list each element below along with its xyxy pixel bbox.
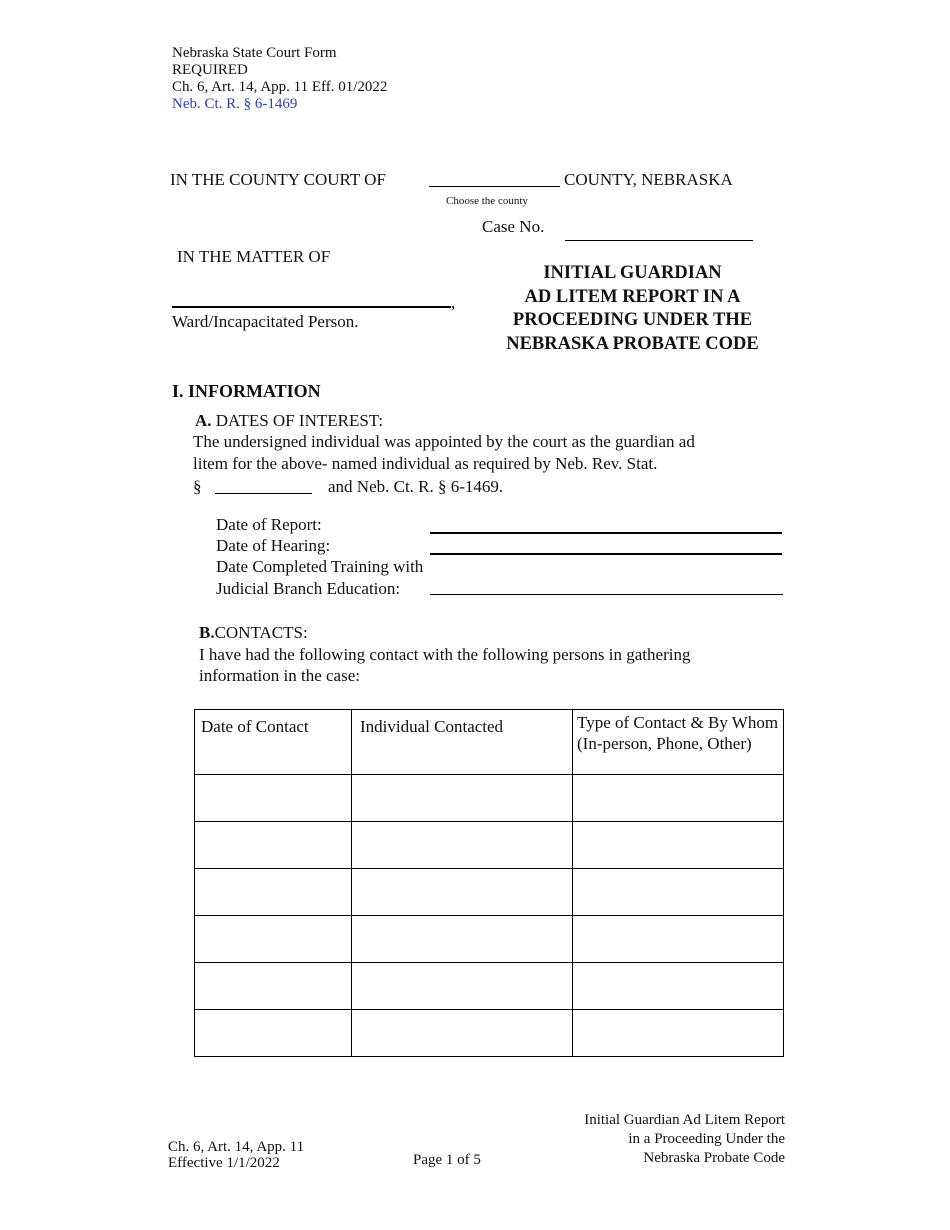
appointment-text-1: The undersigned individual was appointed by the court as the guardian ad — [193, 432, 695, 451]
header-individual-contacted: Individual Contacted — [352, 710, 573, 775]
header-type-of-contact: Type of Contact & By Whom (In-person, Phone, Other) — [573, 710, 784, 775]
b-letter: B. — [199, 623, 215, 642]
date-cell[interactable] — [195, 1010, 352, 1057]
individual-cell[interactable] — [352, 963, 573, 1010]
individual-cell[interactable] — [352, 1010, 573, 1057]
footer-title-2: in a Proceeding Under the — [628, 1131, 785, 1147]
footer-title-3: Nebraska Probate Code — [643, 1150, 785, 1166]
case-no-field[interactable] — [565, 240, 753, 241]
a-letter: A. — [195, 411, 212, 430]
rule-reference: and Neb. Ct. R. § 6-1469. — [328, 477, 504, 496]
statute-field[interactable] — [215, 493, 312, 494]
case-no-label: Case No. — [482, 217, 545, 236]
date-of-hearing-label: Date of Hearing: — [216, 536, 331, 555]
a-title: DATES OF INTEREST: — [215, 411, 384, 430]
individual-cell[interactable] — [352, 916, 573, 963]
form-title — [480, 262, 785, 356]
required-label: REQUIRED — [172, 62, 248, 78]
form-name: Nebraska State Court Form — [172, 45, 337, 61]
table-row — [195, 963, 784, 1010]
ward-label: Ward/Incapacitated Person. — [172, 312, 359, 331]
contacts-table — [194, 709, 784, 1057]
dates-of-interest-heading — [195, 411, 383, 431]
table-row — [195, 1010, 784, 1057]
type-cell[interactable] — [573, 822, 784, 869]
appointment-text-2: litem for the above- named individual as required by Neb. Rev. Stat. — [193, 454, 658, 473]
county-field[interactable] — [429, 186, 560, 187]
type-cell[interactable] — [573, 963, 784, 1010]
table-row — [195, 822, 784, 869]
page-number: Page 1 of 5 — [413, 1152, 481, 1168]
individual-cell[interactable] — [352, 822, 573, 869]
type-cell[interactable] — [573, 1010, 784, 1057]
table-header-row — [195, 710, 784, 775]
contacts-text-2: information in the case: — [199, 666, 360, 685]
date-cell[interactable] — [195, 775, 352, 822]
type-cell[interactable] — [573, 869, 784, 916]
date-cell[interactable] — [195, 916, 352, 963]
title-line-1: INITIAL GUARDIAN — [543, 263, 722, 283]
training-label-2: Judicial Branch Education: — [216, 579, 401, 598]
contacts-text-1: I have had the following contact with the following persons in gathering — [199, 645, 691, 664]
b-title: CONTACTS: — [214, 623, 308, 642]
footer-title-1: Initial Guardian Ad Litem Report — [584, 1112, 785, 1128]
footer-effective: Effective 1/1/2022 — [168, 1155, 280, 1171]
rule-link[interactable]: Neb. Ct. R. § 6-1469 — [172, 96, 298, 112]
ward-name-field[interactable] — [172, 306, 451, 308]
title-line-2: AD LITEM REPORT IN A — [524, 286, 741, 307]
table-row — [195, 869, 784, 916]
title-line-3: PROCEEDING UNDER THE — [512, 310, 753, 330]
section-sign: § — [193, 477, 202, 496]
matter-of-label: IN THE MATTER OF — [177, 247, 331, 266]
section-heading: I. INFORMATION — [172, 381, 321, 401]
table-row — [195, 775, 784, 822]
date-of-report-field[interactable] — [430, 532, 782, 534]
county-hint: Choose the county — [446, 195, 528, 207]
header-date-of-contact: Date of Contact — [195, 710, 352, 775]
training-label-1: Date Completed Training with — [216, 557, 424, 576]
training-date-field[interactable] — [430, 594, 783, 595]
individual-cell[interactable] — [352, 869, 573, 916]
date-cell[interactable] — [195, 869, 352, 916]
comma: , — [451, 293, 456, 312]
type-cell[interactable] — [573, 916, 784, 963]
court-suffix: COUNTY, NEBRASKA — [564, 170, 733, 189]
date-cell[interactable] — [195, 963, 352, 1010]
court-prefix: IN THE COUNTY COURT OF — [170, 170, 386, 189]
individual-cell[interactable] — [352, 775, 573, 822]
date-of-report-label: Date of Report: — [216, 515, 322, 534]
footer-chapter: Ch. 6, Art. 14, App. 11 — [168, 1139, 305, 1155]
table-row — [195, 916, 784, 963]
contacts-heading — [199, 623, 308, 643]
date-cell[interactable] — [195, 822, 352, 869]
type-cell[interactable] — [573, 775, 784, 822]
title-line-4: NEBRASKA PROBATE CODE — [506, 333, 759, 354]
chapter-reference: Ch. 6, Art. 14, App. 11 Eff. 01/2022 — [172, 79, 388, 95]
date-of-hearing-field[interactable] — [430, 553, 782, 555]
